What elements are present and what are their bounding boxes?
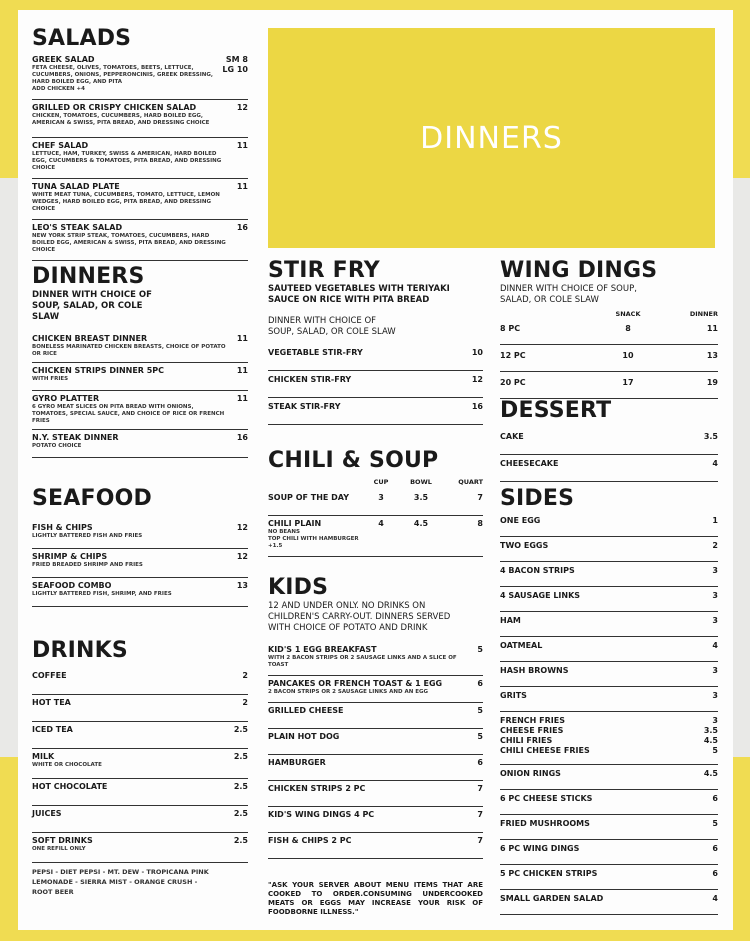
menu-item-info <box>500 324 598 334</box>
menu-item-price: 3 3.5 4.5 5 <box>703 716 718 755</box>
menu-item-row <box>500 712 718 765</box>
menu-item-price: 12 <box>471 375 483 384</box>
menu-item-info <box>500 351 598 361</box>
menu-item-price: 1 <box>712 516 718 525</box>
menu-item-name: CHEESECAKE <box>500 459 559 468</box>
menu-item-price: 2.5 <box>233 809 248 818</box>
menu-item-row <box>500 318 718 345</box>
menu-item-info <box>500 591 712 601</box>
menu-item-price: 10 <box>622 351 634 360</box>
section-title-chili-soup: CHILI & SOUP <box>268 448 439 473</box>
menu-item-info <box>268 706 477 716</box>
col-cup: CUP <box>373 478 389 486</box>
menu-item-name: 4 BACON STRIPS <box>500 566 575 575</box>
section-stir-fry <box>268 258 483 448</box>
menu-item-price: 11 <box>236 182 248 191</box>
menu-item-price: 7 <box>477 836 483 845</box>
menu-item-row <box>500 612 718 637</box>
menu-item-name: 4 SAUSAGE LINKS <box>500 591 581 600</box>
menu-item-name: ONE EGG <box>500 516 541 525</box>
menu-item-row <box>500 662 718 687</box>
menu-item-name: 5 PC CHICKEN STRIPS <box>500 869 598 878</box>
menu-item-price: 12 <box>236 523 248 532</box>
menu-item-row <box>500 687 718 712</box>
menu-item-price: 5 <box>477 706 483 715</box>
menu-item-name: HOT CHOCOLATE <box>32 782 108 791</box>
menu-item-row <box>32 331 248 363</box>
dinners-subtitle: DINNER WITH CHOICE OF SOUP, SALAD, OR COLE SLAW <box>32 290 152 322</box>
menu-item-price: 11 <box>706 324 718 333</box>
menu-item-price: 2.5 <box>233 782 248 791</box>
section-sides <box>500 486 718 915</box>
menu-item-info <box>32 55 222 93</box>
menu-item-row <box>268 781 483 807</box>
menu-item-name: GRILLED OR CRISPY CHICKEN SALAD <box>32 103 197 112</box>
menu-item-price: 5 <box>477 732 483 741</box>
menu-item-price: 3 <box>712 666 718 675</box>
menu-item-info <box>500 869 712 879</box>
menu-item-row <box>268 833 483 859</box>
menu-item-name: ONION RINGS <box>500 769 561 778</box>
column-right <box>500 258 718 915</box>
menu-item-price: 3.5 <box>413 493 429 502</box>
menu-item-name: PLAIN HOT DOG <box>268 732 340 741</box>
menu-item-price: 5 <box>712 819 718 828</box>
menu-item-row <box>32 391 248 430</box>
menu-item-info <box>268 810 477 820</box>
menu-item-price: 11 <box>236 334 248 343</box>
menu-item-price: 4 <box>378 519 384 528</box>
menu-item-row <box>500 428 718 455</box>
menu-item-row <box>32 578 248 607</box>
menu-item-row <box>268 807 483 833</box>
menu-item-name: KID'S 1 EGG BREAKFAST <box>268 645 377 654</box>
menu-item-price: 6 <box>477 679 483 688</box>
section-title-wing-dings: WING DINGS <box>500 258 658 283</box>
menu-item-row <box>268 490 483 516</box>
menu-item-name: FISH & CHIPS <box>32 523 93 532</box>
menu-item-price: 7 <box>477 810 483 819</box>
menu-item-name: SHRIMP & CHIPS <box>32 552 108 561</box>
menu-item-info <box>268 402 472 412</box>
menu-item-row <box>500 790 718 815</box>
menu-item-name: STEAK STIR-FRY <box>268 402 341 411</box>
menu-item-row <box>32 668 248 695</box>
menu-item-row <box>32 749 248 779</box>
menu-item-info <box>268 836 477 846</box>
menu-item-info <box>500 459 712 469</box>
menu-item-name: HASH BROWNS <box>500 666 569 675</box>
menu-item-price: 4 <box>712 894 718 903</box>
menu-item-info <box>32 523 237 540</box>
menu-item-name: FISH & CHIPS 2 PC <box>268 836 352 845</box>
section-kids <box>268 575 483 917</box>
menu-item-row <box>32 363 248 391</box>
menu-item-name: CHICKEN BREAST DINNER <box>32 334 148 343</box>
menu-item-description: FETA CHEESE, OLIVES, TOMATOES, BEETS, LETTUCE, CUCUMBERS, ONIONS, PEPPERONCINIS, GREEK DRESSING, HARD BOILED EGG, AND PITA ADD CHICKEN +4 <box>32 65 213 92</box>
menu-item-name: 6 PC CHEESE STICKS <box>500 794 593 803</box>
menu-item-price: 16 <box>236 433 248 442</box>
section-title-sides: SIDES <box>500 486 575 511</box>
menu-item-info <box>32 725 234 735</box>
menu-item-name: 12 PC <box>500 351 526 360</box>
menu-item-info <box>32 223 237 254</box>
menu-item-name: CHEF SALAD <box>32 141 89 150</box>
menu-item-info <box>500 378 598 388</box>
menu-item-name: ICED TEA <box>32 725 73 734</box>
menu-item-name: GRITS <box>500 691 527 700</box>
menu-item-info <box>500 566 712 576</box>
menu-item-price: 11 <box>236 141 248 150</box>
column-middle <box>268 258 483 917</box>
section-wing-dings <box>500 258 718 398</box>
menu-item-info <box>268 493 361 503</box>
menu-item-info <box>500 894 712 904</box>
menu-item-row <box>500 890 718 915</box>
menu-item-description: ONE REFILL ONLY <box>32 846 86 852</box>
menu-item-name: SOUP OF THE DAY <box>268 493 350 502</box>
menu-item-price: 6 <box>712 844 718 853</box>
menu-item-name: HOT TEA <box>32 698 71 707</box>
menu-item-row <box>32 833 248 863</box>
menu-item-price: 7 <box>477 493 483 502</box>
menu-item-description: 2 BACON STRIPS OR 2 SAUSAGE LINKS AND AN EGG <box>268 689 428 695</box>
menu-item-description: POTATO CHOICE <box>32 443 82 449</box>
menu-item-row <box>500 865 718 890</box>
menu-item-price: 6 <box>477 758 483 767</box>
section-dinners <box>32 264 248 486</box>
menu-item-name: CHICKEN STRIPS DINNER 5PC <box>32 366 165 375</box>
menu-item-description: NEW YORK STRIP STEAK, TOMATOES, CUCUMBERS, HARD BOILED EGG, AMERICAN & SWISS, PITA BREAD, AND DRESSING CHOICE <box>32 233 226 253</box>
menu-item-description: 6 GYRO MEAT SLICES ON PITA BREAD WITH ONIONS, TOMATOES, SPECIAL SAUCE, AND CHOICE OF RICE OR FRENCH FRIES <box>32 404 225 424</box>
menu-item-row <box>32 520 248 549</box>
menu-item-price: 6 <box>712 794 718 803</box>
menu-item-price: 2.5 <box>233 725 248 734</box>
menu-item-info <box>32 836 234 853</box>
menu-item-price: 12 <box>236 552 248 561</box>
food-warning: "ASK YOUR SERVER ABOUT MENU ITEMS THAT ARE COOKED TO ORDER.CONSUMING UNDERCOOKED MEATS OR EGGS MAY INCREASE YOUR RISK OF FOODBORNE ILLNESS." <box>268 881 483 916</box>
menu-item-name: GREEK SALAD <box>32 55 95 64</box>
menu-item-info <box>500 432 704 442</box>
menu-item-price: 3 <box>378 493 384 502</box>
menu-item-price: 4.5 <box>703 769 718 778</box>
col-snack: SNACK <box>615 310 641 318</box>
section-title-seafood: SEAFOOD <box>32 486 152 511</box>
menu-item-name: CAKE <box>500 432 524 441</box>
menu-item-name: SOFT DRINKS <box>32 836 93 845</box>
stir-fry-subtitle: SAUTEED VEGETABLES WITH TERIYAKI SAUCE ON RICE WITH PITA BREAD <box>268 284 450 305</box>
menu-item-name: TUNA SALAD PLATE <box>32 182 120 191</box>
menu-item-name: TWO EGGS <box>500 541 549 550</box>
menu-item-price: 13 <box>236 581 248 590</box>
menu-item-price: 11 <box>236 394 248 403</box>
section-seafood <box>32 486 248 638</box>
section-title-dessert: DESSERT <box>500 398 612 423</box>
drinks-note: PEPSI - DIET PEPSI - MT. DEW - TROPICANA PINK LEMONADE - SIERRA MIST - ORANGE CRUSH - ROOT BEER <box>32 868 209 896</box>
menu-item-row <box>268 676 483 703</box>
menu-item-description: WHITE MEAT TUNA, CUCUMBERS, TOMATO, LETTUCE, LEMON WEDGES, HARD BOILED EGG, PITA BREAD, AND DRESSING CHOICE <box>32 192 220 212</box>
menu-item-name: SMALL GARDEN SALAD <box>500 894 604 903</box>
col-quart: QUART <box>458 478 483 486</box>
menu-item-name: CHICKEN STRIPS 2 PC <box>268 784 366 793</box>
menu-item-description: LIGHTLY BATTERED FISH AND FRIES <box>32 533 143 539</box>
menu-item-price: 4 <box>712 459 718 468</box>
menu-item-row <box>32 695 248 722</box>
wing-header <box>500 310 718 318</box>
menu-item-name: N.Y. STEAK DINNER <box>32 433 119 442</box>
menu-item-name: MILK <box>32 752 55 761</box>
menu-item-description: WITH FRIES <box>32 376 69 382</box>
menu-item-name: GRILLED CHEESE <box>268 706 344 715</box>
menu-item-price: SM 8 LG 10 <box>222 55 248 74</box>
menu-item-row <box>500 587 718 612</box>
section-salads <box>32 26 248 264</box>
menu-item-info <box>32 334 237 358</box>
menu-item-description: WHITE OR CHOCOLATE <box>32 762 102 768</box>
menu-item-price: 6 <box>712 869 718 878</box>
menu-item-price: 7 <box>477 784 483 793</box>
menu-item-description: CHICKEN, TOMATOES, CUCUMBERS, HARD BOILED EGG, AMERICAN & SWISS, PITA BREAD, AND DRESSING CHOICE <box>32 113 210 126</box>
menu-item-row <box>500 455 718 482</box>
menu-item-description: FRIED BREADED SHRIMP AND FRIES <box>32 562 143 568</box>
menu-item-price: 17 <box>622 378 634 387</box>
menu-item-info <box>500 641 712 651</box>
menu-item-info <box>500 794 712 804</box>
menu-item-info <box>32 752 234 769</box>
menu-item-info <box>500 716 704 756</box>
menu-item-row <box>268 755 483 781</box>
menu-item-name: HAMBURGER <box>268 758 326 767</box>
menu-item-name: 6 PC WING DINGS <box>500 844 580 853</box>
dinners-banner <box>268 28 715 248</box>
menu-item-price: 16 <box>236 223 248 232</box>
menu-item-row <box>500 512 718 537</box>
menu-item-row <box>32 549 248 578</box>
wing-dings-subtitle: DINNER WITH CHOICE OF SOUP, SALAD, OR COLE SLAW <box>500 284 637 305</box>
menu-item-price: 5 <box>477 645 483 654</box>
menu-item-info <box>500 819 712 829</box>
menu-item-name: CHILI PLAIN <box>268 519 322 528</box>
menu-item-info <box>268 732 477 742</box>
menu-item-name: 8 PC <box>500 324 521 333</box>
menu-item-row <box>500 345 718 372</box>
menu-item-info <box>268 679 477 696</box>
menu-item-price: 4 <box>712 641 718 650</box>
menu-item-info <box>500 516 712 526</box>
menu-item-row <box>268 371 483 398</box>
menu-item-name: VEGETABLE STIR-FRY <box>268 348 363 357</box>
menu-item-info <box>32 182 237 213</box>
menu-item-row <box>32 220 248 261</box>
menu-item-price: 4.5 <box>413 519 429 528</box>
menu-item-description: WITH 2 BACON STRIPS OR 2 SAUSAGE LINKS AND A SLICE OF TOAST <box>268 655 457 668</box>
col-dinner: DINNER <box>689 310 718 318</box>
menu-item-name: FRIED MUSHROOMS <box>500 819 590 828</box>
menu-item-price: 12 <box>236 103 248 112</box>
menu-item-name: HAM <box>500 616 521 625</box>
section-chili-soup <box>268 448 483 575</box>
section-title-stir-fry: STIR FRY <box>268 258 380 283</box>
menu-item-info <box>500 769 704 779</box>
menu-item-row <box>500 372 718 399</box>
menu-item-price: 10 <box>471 348 483 357</box>
menu-item-name: FRENCH FRIES CHEESE FRIES CHILI FRIES CHILI CHEESE FRIES <box>500 716 590 755</box>
menu-item-price: 2.5 <box>233 836 248 845</box>
menu-item-row <box>268 729 483 755</box>
menu-item-name: COFFEE <box>32 671 67 680</box>
stir-fry-choice: DINNER WITH CHOICE OF SOUP, SALAD, OR COLE SLAW <box>268 316 396 337</box>
menu-item-price: 2.5 <box>233 752 248 761</box>
menu-item-row <box>32 430 248 458</box>
menu-item-price: 3 <box>712 591 718 600</box>
menu-item-info <box>32 552 237 569</box>
section-title-dinners: DINNERS <box>32 264 145 289</box>
menu-item-price: 2 <box>242 671 248 680</box>
menu-item-row <box>500 765 718 790</box>
menu-item-row <box>32 722 248 749</box>
menu-item-name: KID'S WING DINGS 4 PC <box>268 810 375 819</box>
menu-item-info <box>32 141 237 172</box>
menu-item-price: 3.5 <box>703 432 718 441</box>
menu-item-info <box>268 645 477 669</box>
menu-item-info <box>32 581 237 598</box>
menu-item-name: SEAFOOD COMBO <box>32 581 112 590</box>
menu-item-info <box>32 394 237 425</box>
menu-item-price: 19 <box>706 378 718 387</box>
menu-item-price: 8 <box>477 519 483 528</box>
menu-item-info <box>32 698 242 708</box>
menu-item-row <box>268 703 483 729</box>
menu-item-info <box>268 758 477 768</box>
menu-item-price: 16 <box>471 402 483 411</box>
menu-item-price: 3 <box>712 616 718 625</box>
kids-subtitle: 12 AND UNDER ONLY. NO DRINKS ON CHILDREN'S CARRY-OUT. DINNERS SERVED WITH CHOICE OF POTATO AND DRINK <box>268 601 451 633</box>
menu-item-row <box>500 537 718 562</box>
menu-item-name: GYRO PLATTER <box>32 394 100 403</box>
menu-item-price: 3 <box>712 566 718 575</box>
section-drinks <box>32 638 248 897</box>
menu-item-info <box>500 616 712 626</box>
menu-item-price: 3 <box>712 691 718 700</box>
menu-item-row <box>268 642 483 676</box>
menu-item-description: LIGHTLY BATTERED FISH, SHRIMP, AND FRIES <box>32 591 172 597</box>
col-bowl: BOWL <box>410 478 432 486</box>
menu-item-row <box>32 138 248 179</box>
menu-item-row <box>32 806 248 833</box>
section-title-kids: KIDS <box>268 575 329 600</box>
menu-item-price: 8 <box>625 324 631 333</box>
menu-item-row <box>500 562 718 587</box>
menu-item-row <box>500 815 718 840</box>
menu-item-row <box>32 179 248 220</box>
menu-item-row <box>32 52 248 100</box>
menu-item-row <box>268 344 483 371</box>
menu-item-info <box>268 519 361 550</box>
menu-item-name: CHICKEN STIR-FRY <box>268 375 352 384</box>
menu-item-description: LETTUCE, HAM, TURKEY, SWISS & AMERICAN, HARD BOILED EGG, CUCUMBERS & TOMATOES, PITA BREAD, AND DRESSING CHOICE <box>32 151 222 171</box>
menu-item-info <box>32 671 242 681</box>
section-title-salads: SALADS <box>32 26 132 51</box>
menu-item-info <box>268 375 472 385</box>
menu-item-name: JUICES <box>32 809 62 818</box>
menu-item-info <box>500 541 712 551</box>
menu-item-row <box>500 840 718 865</box>
banner-title: DINNERS <box>420 120 563 156</box>
column-left <box>32 26 248 897</box>
section-title-drinks: DRINKS <box>32 638 128 663</box>
menu-item-info <box>500 691 712 701</box>
menu-item-price: 2 <box>712 541 718 550</box>
menu-item-price: 2 <box>242 698 248 707</box>
menu-item-name: LEO'S STEAK SALAD <box>32 223 123 232</box>
menu-item-name: 20 PC <box>500 378 526 387</box>
menu-item-description: BONELESS MARINATED CHICKEN BREASTS, CHOICE OF POTATO OR RICE <box>32 344 226 357</box>
menu-item-info <box>500 666 712 676</box>
menu-item-info <box>268 348 472 358</box>
menu-item-info <box>32 433 237 450</box>
menu-item-row <box>32 779 248 806</box>
menu-item-row <box>32 100 248 138</box>
menu-item-row <box>500 637 718 662</box>
menu-item-price: 13 <box>706 351 718 360</box>
menu-item-row <box>268 398 483 425</box>
menu-item-description: NO BEANS TOP CHILI WITH HAMBURGER +1.5 <box>268 529 359 549</box>
menu-item-info <box>32 366 237 383</box>
menu-item-name: OATMEAL <box>500 641 543 650</box>
menu-item-price: 11 <box>236 366 248 375</box>
section-dessert <box>500 398 718 486</box>
menu-item-name: PANCAKES OR FRENCH TOAST & 1 EGG <box>268 679 443 688</box>
menu-item-info <box>500 844 712 854</box>
menu-item-info <box>32 809 234 819</box>
menu-item-info <box>32 103 237 127</box>
menu-item-row <box>268 516 483 557</box>
chili-header <box>268 478 483 486</box>
menu-item-info <box>32 782 234 792</box>
menu-item-info <box>268 784 477 794</box>
